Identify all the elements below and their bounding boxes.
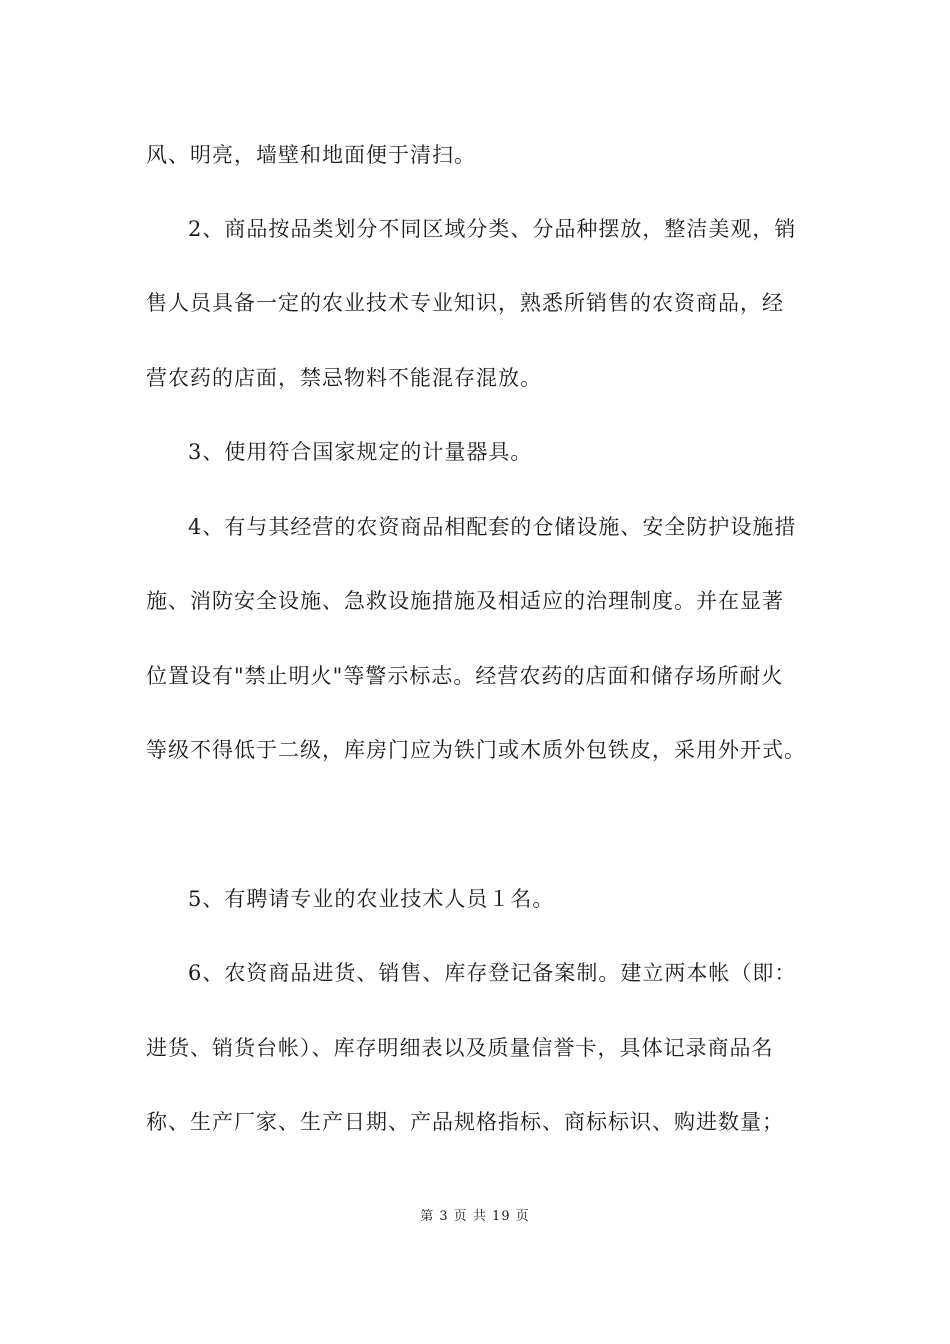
paragraph-line: 6、农资商品进货、销售、库存登记备案制。建立两本帐（即： xyxy=(188,961,797,985)
paragraph-line: 4、有与其经营的农资商品相配套的仓储设施、安全防护设施措 xyxy=(188,515,797,539)
paragraph-line: 等级不得低于二级，库房门应为铁门或木质外包铁皮，采用外开式。 xyxy=(146,738,806,762)
paragraph-line: 施、消防安全设施、急救设施措施及相适应的治理制度。并在显著 xyxy=(146,589,784,613)
paragraph-line: 2、商品按品类划分不同区域分类、分品种摆放，整洁美观，销 xyxy=(188,217,797,241)
paragraph-line: 售人员具备一定的农业技术专业知识，熟悉所销售的农资商品，经 xyxy=(146,291,784,315)
paragraph-line: 5、有聘请专业的农业技术人员１名。 xyxy=(188,887,555,911)
paragraph-line: 3、使用符合国家规定的计量器具。 xyxy=(188,440,533,464)
page-number-footer: 第 3 页 共 19 页 xyxy=(420,1209,530,1224)
paragraph-line: 称、生产厂家、生产日期、产品规格指标、商标标识、购进数量； xyxy=(146,1110,784,1134)
paragraph-line: 营农药的店面，禁忌物料不能混存混放。 xyxy=(146,366,542,390)
paragraph-line: 风、明亮，墙壁和地面便于清扫。 xyxy=(146,143,476,167)
paragraph-line: 进货、销货台帐）、库存明细表以及质量信誉卡，具体记录商品名 xyxy=(146,1036,774,1060)
paragraph-line: 位置设有"禁止明火"等警示标志。经营农药的店面和储存场所耐火 xyxy=(146,664,784,688)
